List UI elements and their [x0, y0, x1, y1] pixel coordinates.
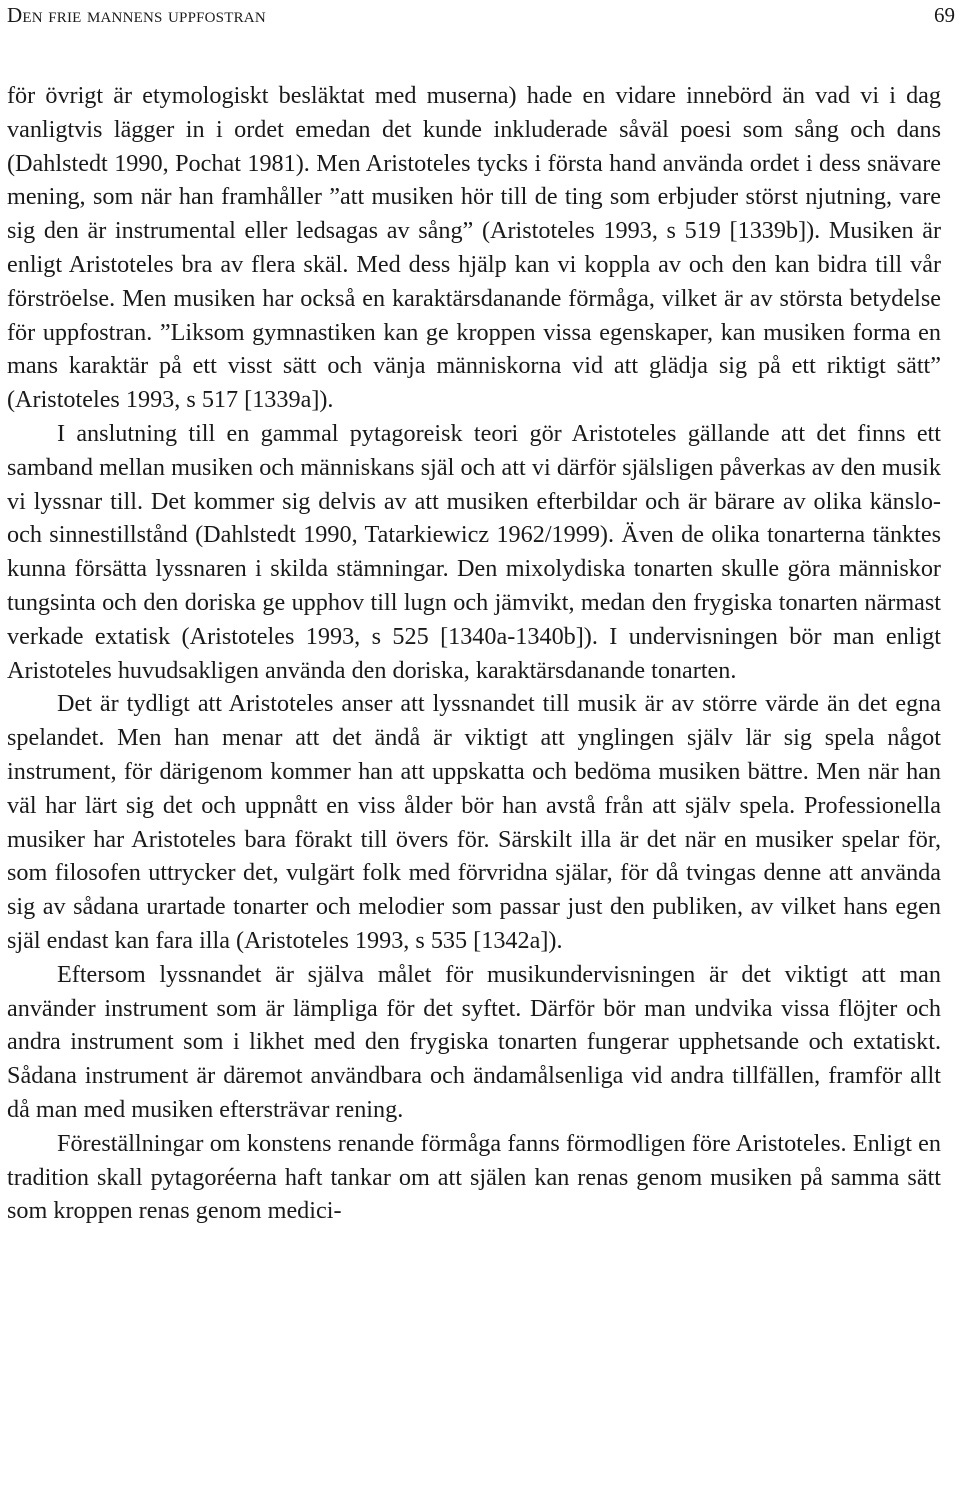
paragraph: Föreställningar om konstens renande förmåga fanns förmodligen före Aristoteles. Enligt en tradition skall pytagoréerna haft tankar om att själen kan renas genom musiken på samma sätt som kroppen renas genom medici- [7, 1129, 941, 1225]
page-number: 69 [934, 3, 955, 27]
body-text [7, 79, 941, 1228]
paragraph-continued: för övrigt är etymologiskt besläktat med muserna) hade en vidare innebörd än vad vi i dag vanligtvis lägger in i ordet emedan det kunde inkluderade såväl poesi som sång och dans (Dahlstedt 1990, Pochat 1981). Men Aristoteles tycks i första hand använda ordet i dess snävare mening, som när han framhåller ”att musiken hör till de ting som erbjuder störst njutning, vare sig den är instrumental eller ledsagas av sång” (Aristoteles 1993, s 519 [1339b]). Musiken är enligt Aristoteles bra av flera skäl. Med dess hjälp kan vi koppla av och den kan bidra till vår förströelse. Men musiken har också en karaktärsdanande förmåga, vilket är av största betydelse för uppfostran. ”Liksom gymnastiken kan ge kroppen vissa egenskaper, kan musiken forma en mans karaktär på ett visst sätt och vänja människorna vid att glädja sig på ett riktigt sätt” (Aristoteles 1993, s 517 [1339a]). [7, 82, 941, 414]
page-header [7, 3, 955, 29]
paragraph: I anslutning till en gammal pytagoreisk teori gör Aristoteles gällande att det finns ett samband mellan musiken och människans själ och att vi därför själsligen påverkas av den musik vi lyssnar till. Det kommer sig delvis av att musiken efterbildar och är bärare av olika känslo- och sinnestillstånd (Dahlstedt 1990, Tatarkiewicz 1962/1999). Även de olika tonarterna tänktes kunna försätta lyssnaren i skilda stämningar. Den mixolydiska tonarten skulle göra människor tungsinta och den doriska ge upphov till lugn och jämvikt, medan den frygiska tonarten närmast verkade extatisk (Aristoteles 1993, s 525 [1340a-1340b]). I undervisningen bör man enligt Aristoteles huvudsakligen använda den doriska, karaktärsdanande tonarten. [7, 419, 941, 684]
paragraph: Eftersom lyssnandet är själva målet för musikundervisningen är det viktigt att man använder instrument som är lämpliga för det syftet. Därför bör man undvika vissa flöjter och andra instrument som i likhet med den frygiska tonarten fungerar upphetsande och extatiskt. Sådana instrument är däremot användbara och ändamålsenliga vid andra tillfällen, framför allt då man med musiken eftersträvar rening. [7, 960, 941, 1123]
paragraph: Det är tydligt att Aristoteles anser att lyssnandet till musik är av större värde än det egna spelandet. Men han menar att det ändå är viktigt att ynglingen själv lär sig spela något instrument, för därigenom kommer han att uppskatta och bedöma musiken bättre. Men när han väl har lärt sig det och uppnått en viss ålder bör han avstå från att själv spela. Professionella musiker har Aristoteles bara förakt till övers för. Särskilt illa är det när en musiker spelar för, som filosofen uttrycker det, vulgärt folk med förvridna själar, för då tvingas denne att använda sig av sådana urartade tonarter och melodier som passar just den publiken, av vilket hans egen själ endast kan fara illa (Aristoteles 1993, s 535 [1342a]). [7, 690, 941, 954]
running-head: Den frie mannens uppfostran [7, 3, 266, 27]
